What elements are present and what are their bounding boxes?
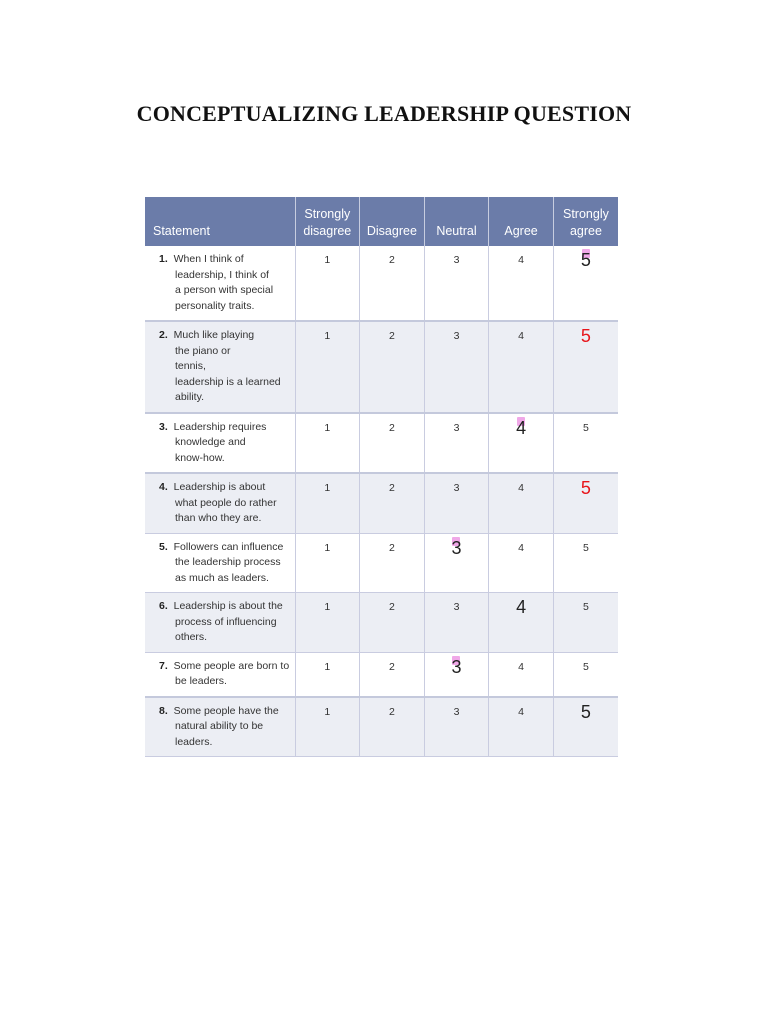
table-row — [145, 652, 618, 697]
table-header-row — [145, 197, 618, 246]
rating-option-3[interactable] — [424, 652, 489, 697]
rating-option-5[interactable] — [553, 652, 618, 697]
rating-value: 3 — [453, 601, 460, 613]
statement-text: the leadership process — [175, 556, 281, 568]
header-label-line: Neutral — [436, 224, 477, 238]
statement-text: Leadership is about — [173, 481, 266, 493]
statement-first-line — [159, 704, 291, 720]
rating-value: 3 — [453, 330, 460, 342]
statement-text: a person with special — [175, 284, 274, 296]
rating-value: 4 — [518, 660, 524, 673]
table-row — [145, 246, 618, 321]
rating-value: 2 — [388, 421, 395, 434]
rating-value: 5 — [583, 421, 589, 434]
rating-option-3[interactable] — [424, 533, 489, 593]
header-label-line: Strongly — [563, 207, 609, 221]
rating-option-4[interactable] — [489, 697, 554, 757]
statement-number: 8. — [159, 704, 168, 717]
rating-value: 1 — [324, 541, 331, 554]
rating-option-5[interactable] — [553, 473, 618, 533]
header-statement — [145, 197, 295, 246]
statement-cell — [145, 473, 295, 533]
header-label-line: disagree — [303, 224, 352, 238]
table-row — [145, 593, 618, 653]
statement-number: 4. — [159, 481, 168, 493]
statement-cell — [145, 697, 295, 757]
rating-value: 5 — [583, 601, 589, 613]
rating-option-3[interactable] — [424, 697, 489, 757]
rating-option-5[interactable] — [553, 697, 618, 757]
table-body — [145, 246, 618, 757]
rating-option-4[interactable] — [489, 473, 554, 533]
rating-option-1[interactable] — [295, 652, 360, 697]
statement-first-line — [159, 599, 291, 615]
rating-option-1[interactable] — [295, 697, 360, 757]
statement-text: process of influencing — [175, 615, 277, 628]
table-row — [145, 321, 618, 413]
statement-text: others. — [175, 631, 208, 643]
statement-text: Some people have the — [173, 704, 279, 717]
statement-cell — [145, 593, 295, 653]
rating-value: 2 — [388, 705, 395, 718]
statement-text: the piano or — [175, 344, 231, 357]
statement-number: 6. — [159, 600, 168, 612]
rating-option-1[interactable] — [295, 413, 360, 474]
leadership-questionnaire-table — [145, 197, 618, 757]
statement-text: be leaders. — [175, 675, 227, 687]
rating-option-4[interactable] — [489, 593, 554, 653]
statement-text: personality traits. — [175, 299, 255, 312]
rating-option-3[interactable] — [424, 593, 489, 653]
selected-rating: 5 — [580, 326, 591, 346]
rating-option-4[interactable] — [489, 321, 554, 413]
statement-cell — [145, 246, 295, 321]
statement-cell — [145, 533, 295, 593]
rating-option-2[interactable] — [360, 413, 425, 474]
statement-text: know-how. — [175, 451, 225, 464]
rating-option-5[interactable] — [553, 246, 618, 321]
statement-text: natural ability to be — [175, 720, 264, 732]
rating-value: 3 — [453, 705, 460, 718]
rating-option-4[interactable] — [489, 413, 554, 474]
statement-text: tennis, — [175, 360, 206, 372]
selected-rating: 4 — [516, 417, 527, 438]
header-label-line: Strongly — [304, 207, 351, 221]
rating-value: 2 — [388, 660, 395, 673]
rating-value: 3 — [453, 482, 460, 494]
statement-first-line — [159, 659, 291, 675]
statement-number: 5. — [159, 540, 168, 553]
rating-value: 1 — [324, 421, 331, 434]
statement-first-line — [159, 420, 291, 436]
table-row — [145, 533, 618, 593]
statement-text: Followers can influence — [173, 540, 284, 553]
rating-value: 2 — [388, 330, 395, 342]
statement-number: 7. — [159, 659, 168, 672]
selected-rating: 5 — [580, 478, 591, 498]
rating-option-2[interactable] — [360, 473, 425, 533]
rating-option-1[interactable] — [295, 473, 360, 533]
rating-option-4[interactable] — [489, 652, 554, 697]
header-neutral — [424, 197, 489, 246]
table-row — [145, 473, 618, 533]
rating-option-2[interactable] — [360, 593, 425, 653]
rating-option-3[interactable] — [424, 413, 489, 474]
statement-cell — [145, 652, 295, 697]
statement-first-line — [159, 328, 291, 344]
rating-option-2[interactable] — [360, 246, 425, 321]
rating-value: 5 — [583, 541, 589, 554]
statement-text: Much like playing — [173, 329, 255, 341]
selected-rating: 4 — [516, 597, 527, 617]
rating-option-2[interactable] — [360, 533, 425, 593]
statement-text: what people do rather — [175, 496, 277, 509]
selected-rating: 5 — [580, 250, 591, 270]
rating-option-5[interactable] — [553, 533, 618, 593]
rating-option-3[interactable] — [424, 473, 489, 533]
selected-rating: 3 — [451, 537, 462, 558]
rating-value: 2 — [388, 482, 395, 494]
rating-option-1[interactable] — [295, 533, 360, 593]
rating-option-5[interactable] — [553, 593, 618, 653]
statement-text: leaders. — [175, 735, 213, 748]
rating-value: 1 — [324, 330, 331, 342]
table-row — [145, 697, 618, 757]
rating-option-1[interactable] — [295, 246, 360, 321]
rating-option-2[interactable] — [360, 321, 425, 413]
rating-option-5[interactable] — [553, 413, 618, 474]
header-label-line: Agree — [504, 224, 538, 238]
statement-first-line — [159, 252, 291, 268]
statement-text: ability. — [175, 391, 204, 403]
rating-option-1[interactable] — [295, 321, 360, 413]
header-label-line: agree — [569, 224, 602, 238]
statement-number: 2. — [159, 329, 168, 341]
rating-value: 2 — [388, 541, 395, 554]
rating-value: 4 — [518, 482, 524, 494]
rating-option-3[interactable] — [424, 321, 489, 413]
rating-value: 2 — [388, 254, 395, 266]
statement-first-line — [159, 540, 291, 556]
statement-number: 1. — [159, 253, 168, 265]
statement-text: knowledge and — [175, 436, 246, 448]
rating-value: 5 — [583, 660, 589, 673]
rating-value: 2 — [388, 601, 395, 613]
statement-text: as much as leaders. — [175, 571, 269, 584]
selected-rating: 5 — [580, 701, 591, 722]
statement-text: Leadership is about the — [173, 600, 283, 612]
table-row — [145, 413, 618, 474]
rating-value: 4 — [518, 541, 524, 554]
rating-value: 4 — [518, 330, 524, 342]
header-disagree — [360, 197, 425, 246]
rating-value: 1 — [324, 482, 331, 494]
rating-option-5[interactable] — [553, 321, 618, 413]
rating-value: 1 — [324, 601, 331, 613]
rating-value: 1 — [324, 660, 331, 673]
statement-text: Some people are born to — [173, 659, 290, 672]
rating-option-3[interactable] — [424, 246, 489, 321]
rating-value: 3 — [453, 254, 460, 266]
header-label-line: Statement — [153, 224, 210, 238]
header-strongly-disagree — [295, 197, 360, 246]
rating-option-4[interactable] — [489, 533, 554, 593]
selected-rating: 3 — [451, 656, 462, 677]
rating-value: 1 — [324, 254, 331, 266]
statement-cell — [145, 321, 295, 413]
rating-value: 3 — [453, 421, 460, 434]
header-strongly-agree — [553, 197, 618, 246]
rating-option-1[interactable] — [295, 593, 360, 653]
header-agree — [489, 197, 554, 246]
rating-option-4[interactable] — [489, 246, 554, 321]
statement-text: than who they are. — [175, 512, 262, 524]
statement-text: Leadership requires — [173, 420, 267, 433]
statement-first-line — [159, 480, 291, 496]
statement-cell — [145, 413, 295, 474]
statement-text: leadership, I think of — [175, 268, 269, 281]
statement-text: leadership is a learned — [175, 375, 281, 388]
rating-value: 4 — [518, 254, 524, 266]
rating-option-2[interactable] — [360, 697, 425, 757]
header-label-line: Disagree — [366, 224, 417, 238]
rating-value: 1 — [324, 705, 331, 718]
statement-number: 3. — [159, 420, 168, 433]
page-title: CONCEPTUALIZING LEADERSHIP QUESTION — [136, 101, 632, 126]
statement-text: When I think of — [173, 253, 244, 265]
rating-value: 4 — [518, 705, 524, 718]
rating-option-2[interactable] — [360, 652, 425, 697]
